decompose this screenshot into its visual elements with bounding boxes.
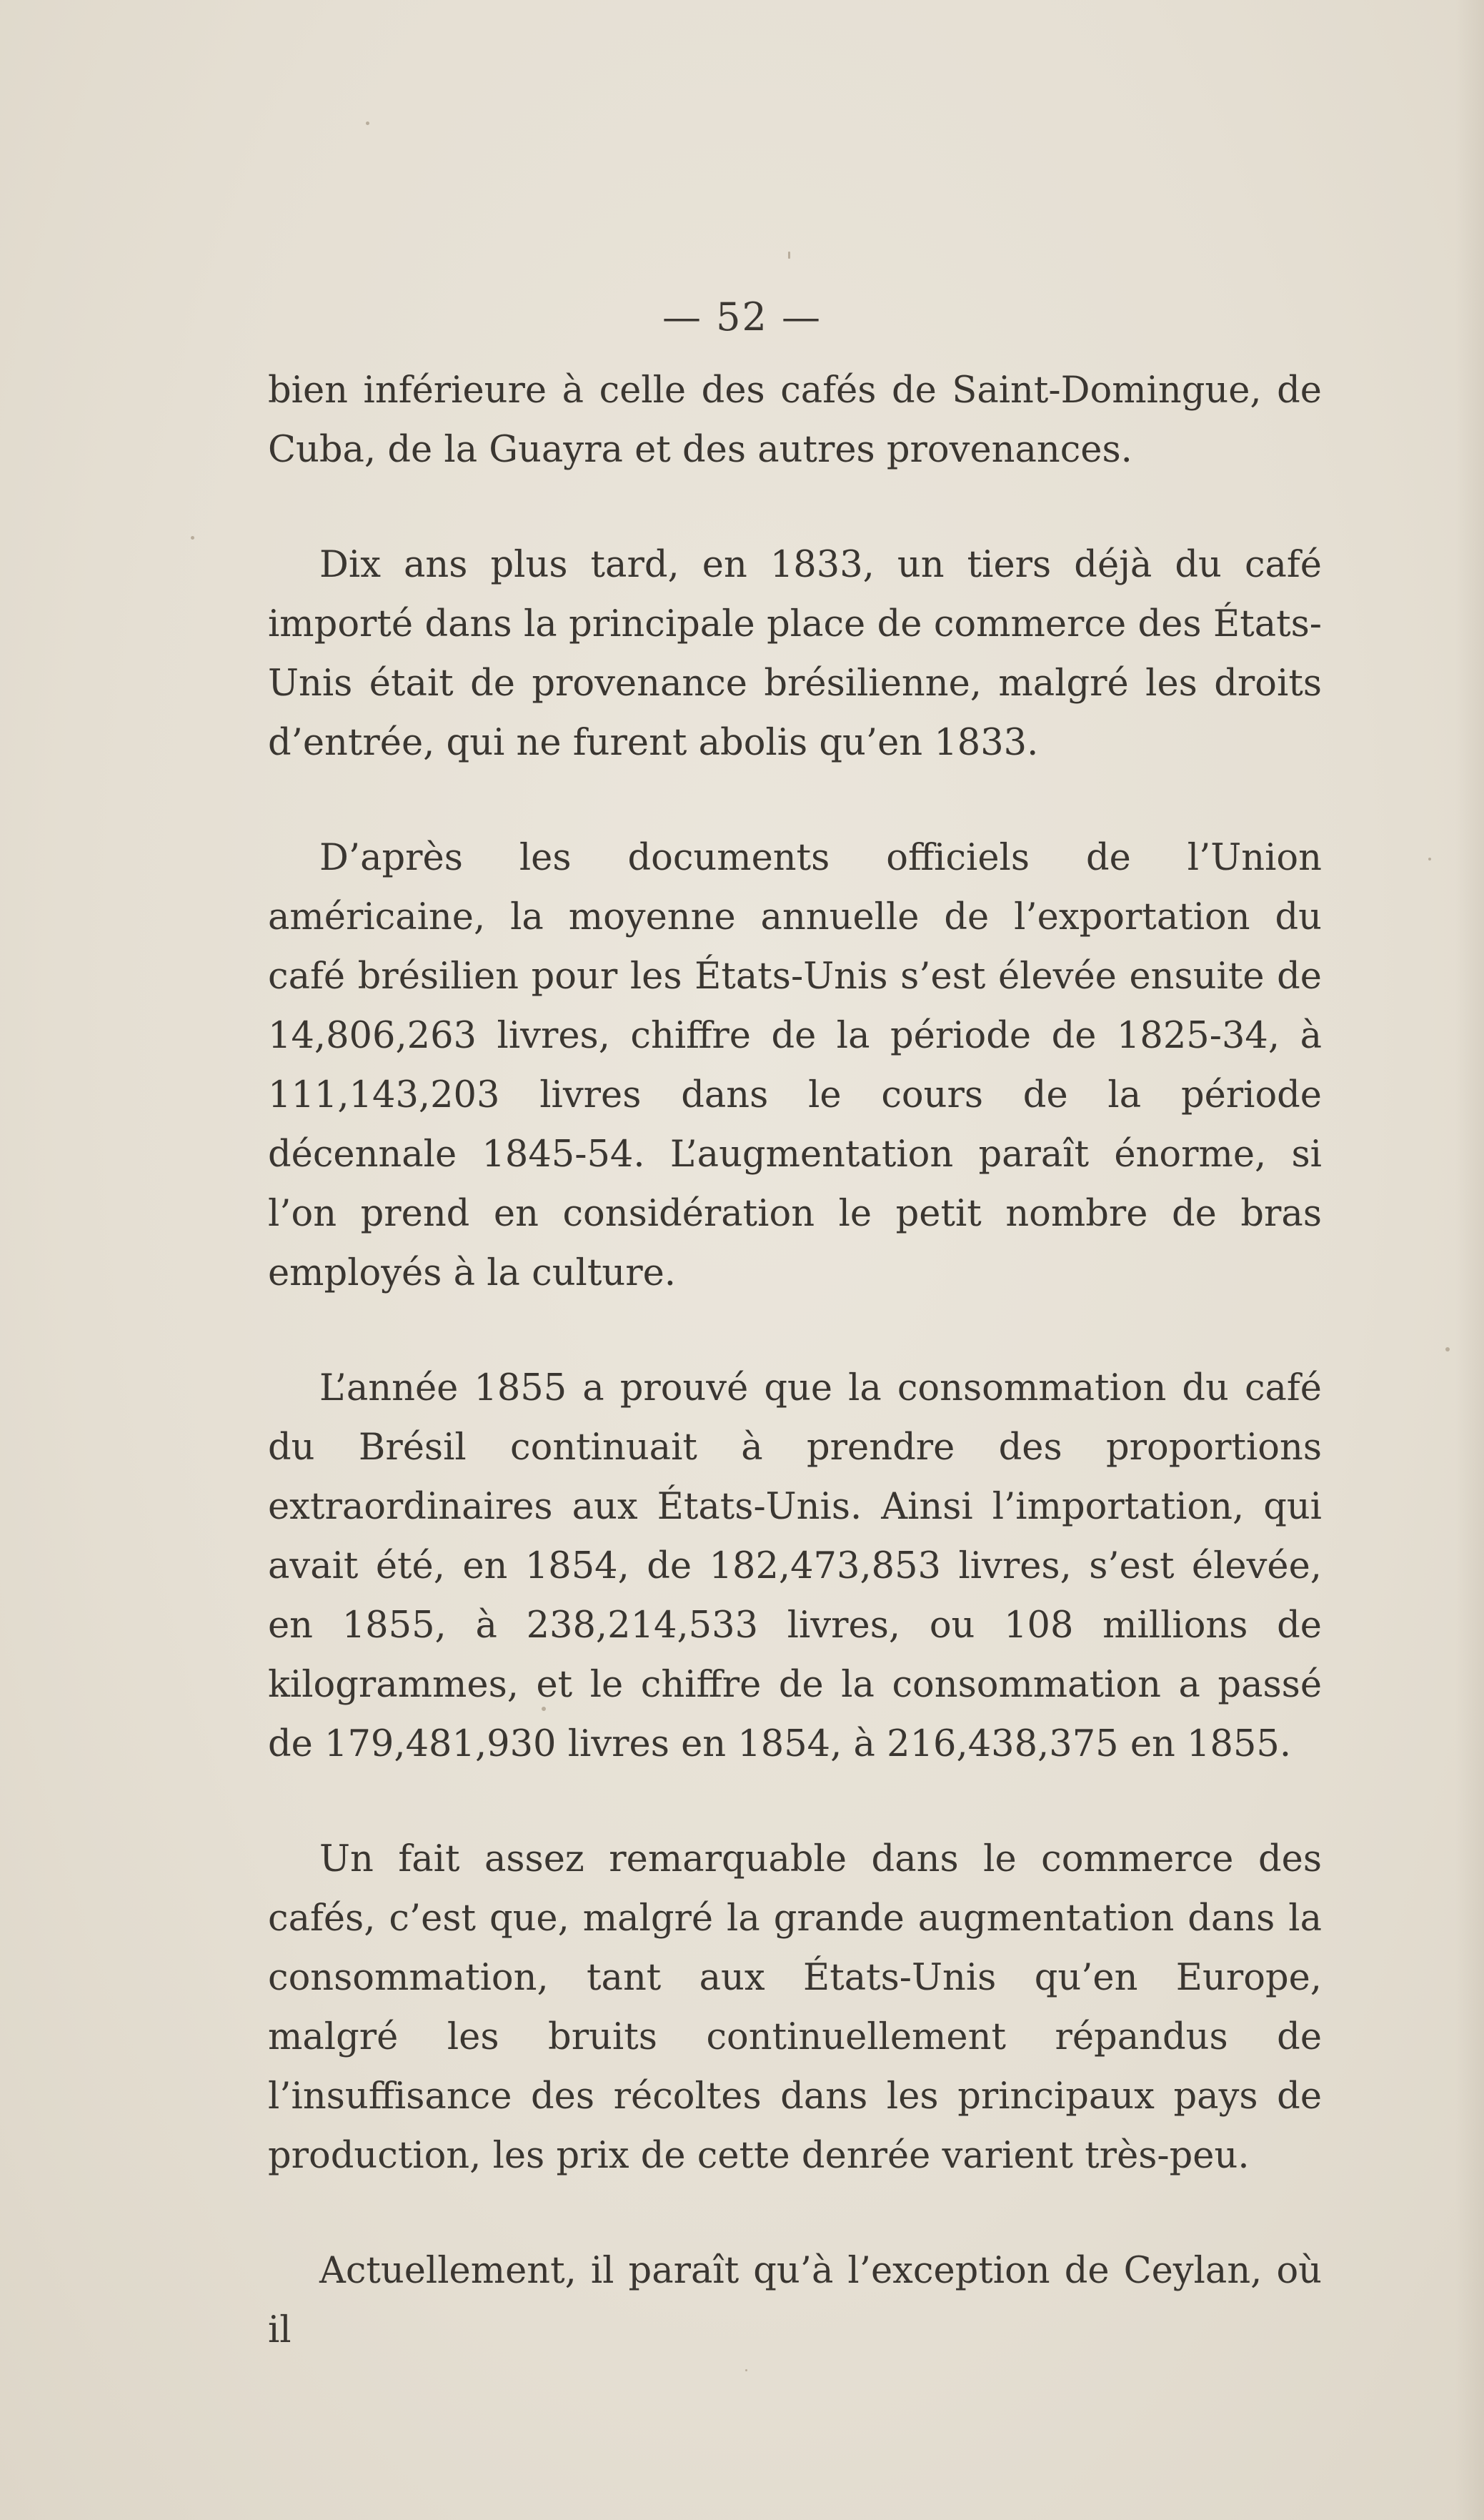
paragraph-2: Dix ans plus tard, en 1833, un tiers déjà du café importé dans la principale place de commerce des États-Unis était de provenance brésilienne, malgré les droits d’entrée, qui ne furent abolis qu’en 1833. xyxy=(268,544,1322,764)
paragraph-5: Un fait assez remarquable dans le commerce des cafés, c’est que, malgré la grande augmentation dans la consommation, tant aux États-Unis qu’en Europe, malgré les bruits continuellement répandus de l’insuffisance des récoltes dans les principaux pays de production, les prix de cette denrée varient très-peu. xyxy=(268,1838,1322,2177)
paper-speck xyxy=(745,2369,747,2371)
paragraph-6: Actuellement, il paraît qu’à l’exception de Ceylan, où il xyxy=(268,2250,1322,2351)
body-text xyxy=(268,361,1322,2360)
paragraph-gap xyxy=(268,1774,1322,1830)
paper-speck xyxy=(366,121,369,125)
paper-speck xyxy=(191,536,194,540)
paragraph-4: L’année 1855 a prouvé que la consommation du café du Brésil continuait à prendre des proportions extraordinaires aux États-Unis. Ainsi l’importation, qui avait été, en 1854, de 182,473,853 livres, s’est élevée, en 1855, à 238,214,533 livres, ou 108 millions de kilogrammes, et le chiffre de la consommation a passé de 179,481,930 livres en 1854, à 216,438,375 en 1855. xyxy=(268,1367,1322,1765)
paragraph-gap xyxy=(268,2186,1322,2241)
paper-speck xyxy=(1428,858,1431,860)
paragraph-1: bien inférieure à celle des cafés de Saint-Domingue, de Cuba, de la Guayra et des autres provenances. xyxy=(268,369,1322,471)
paper-speck xyxy=(1445,1347,1450,1351)
paragraph-gap xyxy=(268,1303,1322,1359)
paper-speck xyxy=(788,252,790,259)
page-number: — 52 — xyxy=(662,294,822,339)
page-edge-shadow xyxy=(1455,0,1484,2520)
paragraph-gap xyxy=(268,480,1322,535)
paragraph-gap xyxy=(268,773,1322,828)
paragraph-3: D’après les documents officiels de l’Union américaine, la moyenne annuelle de l’exportation du café brésilien pour les États-Unis s’est élevée ensuite de 14,806,263 livres, chiffre de la période de 1825-34, à 111,143,203 livres dans le cours de la période décennale 1845-54. L’augmentation paraît énorme, si l’on prend en considération le petit nombre de bras employés à la culture. xyxy=(268,837,1322,1294)
